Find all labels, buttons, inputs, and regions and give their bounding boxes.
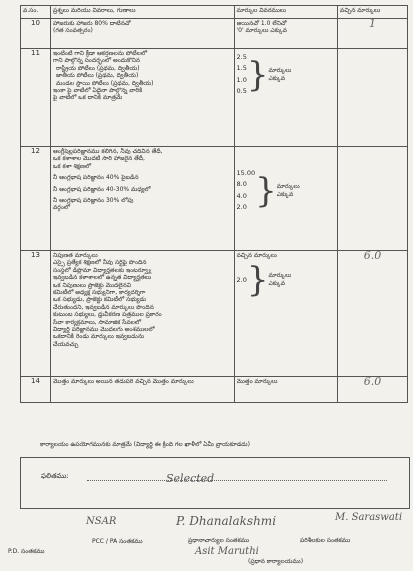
row-marks <box>337 49 407 147</box>
result-underline <box>87 480 387 481</box>
table-row-13 <box>21 251 408 377</box>
office-signature-label: (ప్రధాన కార్యాలయము) <box>248 558 304 565</box>
row-description <box>51 19 234 49</box>
desc-line: గాని పాల్గొన్న సందర్భంలో అందుకొనిన <box>53 57 141 65</box>
table-header-row <box>21 6 408 19</box>
signature-3: M. Saraswati <box>335 512 403 523</box>
row-evaluation <box>234 147 337 251</box>
row-description <box>51 377 234 403</box>
row-number: 13 <box>21 251 51 377</box>
marks-values <box>237 50 247 100</box>
desc-line: (గత సంవత్సరం) <box>53 27 93 35</box>
desc-line: ఒక నిపుణులు ప్రాజెక్టు మొదలైనవి <box>53 281 131 289</box>
brace-label-line: మార్కులు <box>268 66 292 74</box>
desc-line: ఒక సభ్యుడు, ప్రాజెక్టు కమిటీలో సభ్యుడు <box>53 296 147 304</box>
table-row-12 <box>21 147 408 251</box>
row-marks <box>337 251 407 377</box>
row-evaluation <box>234 377 337 403</box>
marks-scale <box>237 166 335 216</box>
desc-line: ఒకదానికి రెండు మార్కులు ఇవ్వబడును <box>53 333 145 341</box>
desc-line: మండల స్థాయి పోటీలు (ప్రథమ, ద్వితీయ) <box>56 79 154 87</box>
desc-line: విద్యార్థి పరిజ్ఞానము మొదలగు అంశములలో <box>53 326 155 334</box>
desc-line: జాతీయ పోటీలు (ప్రథమ, ద్వితీయ) <box>56 72 139 80</box>
row-number: 14 <box>21 377 51 403</box>
desc-line: పై వాటిలో ఒక దానికి మాత్రమే <box>53 94 123 102</box>
eval-line: అయినచో 1.0 లేనిచో <box>236 20 287 27</box>
desc-line: ఆంగ్లీషెల్లపరిజ్ఞానము కలిగిన, నీవు చదివిన తేదీ, <box>53 148 163 155</box>
desc-line: చేరుతుందని, ఇవ్వబడిన మార్కులు పొందిన <box>53 303 154 311</box>
desc-line: రాష్ట్రీయ పోటీలు (ప్రథమ, ద్వితీయ) <box>56 64 140 72</box>
brace-label-line: మార్కులు <box>276 182 300 190</box>
mark-value: 1.0 <box>236 75 247 84</box>
col-no-header: వ.సం. <box>21 6 51 19</box>
brace-symbol: } <box>246 260 269 301</box>
desc-line: చేయవచ్చు <box>53 340 79 348</box>
marks-value: 1 <box>368 17 376 30</box>
marks-values <box>237 273 247 288</box>
eval-line: మొత్తం మార్కులు <box>236 378 278 385</box>
desc-line: కుటుంబ సభ్యులు, ధ్రువీకరణ పత్రముల ప్రకారం <box>53 311 162 319</box>
desc-line: ఒక కళా శిక్షణలో <box>53 162 92 170</box>
desc-line: ఒక కళాశాల మొదటి సారి హాజరైన తేదీ, <box>53 155 145 163</box>
desc-line: నిపుణత మార్కులు <box>53 252 98 259</box>
marks-value: 6.0 <box>363 375 382 388</box>
col-marks-header: వచ్చిన మార్కులు <box>337 6 407 19</box>
marks-values <box>237 166 256 216</box>
brace-label-line: ఎక్కువ <box>268 74 286 82</box>
col-eval-header: మార్కుల వివరములు <box>234 6 337 19</box>
row-evaluation <box>234 19 337 49</box>
mark-value: 2.5 <box>236 53 247 61</box>
table-row-14 <box>21 377 408 403</box>
desc-line: ఎస్సై ప్రత్యేక శిక్షణలో నీవు సర్టిఫై పొందిన <box>53 259 147 267</box>
brace-symbol: } <box>246 54 269 95</box>
eval-heading: వచ్చిన మార్కులు <box>236 252 277 259</box>
row-number: 10 <box>21 19 51 49</box>
desc-line: నీ ఆంగ్లభాష పరిజ్ఞానం 30% లోపు <box>53 197 134 205</box>
marks-table <box>20 5 408 403</box>
brace-label-line: ఎక్కువ <box>268 280 286 288</box>
row-description <box>51 147 234 251</box>
eval-line: '0' మార్కులు ఎక్కువ <box>236 27 287 35</box>
brace-label <box>277 183 300 199</box>
desc-line: కమిటీలో అధ్యక్ష సభ్యునిగా, కార్యదర్శిగా <box>53 289 146 297</box>
brace-label <box>268 67 291 83</box>
row-evaluation <box>234 251 337 377</box>
pd-signature-label: P.D. సంతకము <box>8 548 45 555</box>
principal-signature-label: ప్రధానాచార్యుల సంతకము <box>188 537 250 544</box>
row-marks <box>337 19 407 49</box>
desc-line: ఇంకా పై వాటిలో ఏదైనా పాల్గొన్న వారికి <box>53 87 143 95</box>
row-evaluation <box>234 49 337 147</box>
desc-line: ఇవ్వబడిన కళాశాలలో ఉన్నత విద్యార్హతలు <box>53 274 152 282</box>
office-use-note: కార్యాలయం ఉపయోగమునకు మాత్రమే (విద్యార్థి ఈ క్రింది గల ఖాళీలో ఏమీ వ్రాయకూడదు) <box>40 441 250 448</box>
signature-2: P. Dhanalakshmi <box>176 514 277 528</box>
pcc-signature-label: PCC / PA సంతకము <box>92 538 143 545</box>
mark-value: 4.0 <box>236 191 247 200</box>
mark-value: 15.00 <box>236 169 256 177</box>
marks-value: 6.0 <box>363 249 382 262</box>
mark-value: 1.5 <box>236 64 247 73</box>
col-desc-header: ప్రశ్నలు మరియు వివరాలు, గుణాలు <box>51 6 234 19</box>
table-row-11 <box>21 49 408 147</box>
mark-value: 8.0 <box>236 180 247 189</box>
brace-symbol: } <box>255 170 277 211</box>
row-marks <box>337 377 407 403</box>
row-number: 11 <box>21 49 51 147</box>
row-marks <box>337 147 407 251</box>
marks-scale <box>236 260 335 301</box>
desc-line: సంస్థలో డిప్లొమా విద్యార్హతలకు ఇంటర్వ్యూ <box>53 266 152 274</box>
marks-scale <box>237 50 335 100</box>
desc-line: మొత్తం మార్కులు అయిన తదుపరి వచ్చిన మొత్తం మార్కులు <box>53 378 194 385</box>
desc-line: నీ ఆంగ్లభాష పరిజ్ఞానం 40% పైబడిన <box>53 174 139 182</box>
desc-line: హాజరుకు హాజరు 80% దాటినచో <box>53 20 131 27</box>
signature-4: Asit Maruthi <box>195 546 259 557</box>
desc-line: ఇంటింటి గాని క్రీడా ఆకర్షణలను పోటీలలో <box>53 50 148 57</box>
row-number: 12 <box>21 147 51 251</box>
desc-line: నీ ఆంగ్లభాష పరిజ్ఞానం 40-30% మధ్యలో <box>53 185 151 193</box>
row-description <box>51 49 234 147</box>
brace-label-line: ఎక్కువ <box>276 190 294 198</box>
brace-label <box>268 272 291 288</box>
mark-value: 2.0 <box>236 275 247 284</box>
clerk-signature-label: పరిశీలకుల సంతకము <box>300 537 351 544</box>
signature-1: NSAR <box>86 516 117 527</box>
mark-value: 0.5 <box>236 87 247 96</box>
table-row-10 <box>21 19 408 49</box>
desc-line: వర్గంలో <box>53 204 71 212</box>
brace-label-line: మార్కులు <box>268 272 292 280</box>
mark-value: 2.0 <box>236 203 247 212</box>
desc-line: సేవా కార్యక్రమాలు, సామాజిక సేవలలో <box>53 318 142 326</box>
result-label: ఫలితము: <box>41 472 69 480</box>
result-value: Selected <box>166 472 215 485</box>
result-box <box>20 457 410 509</box>
row-description <box>51 251 234 377</box>
